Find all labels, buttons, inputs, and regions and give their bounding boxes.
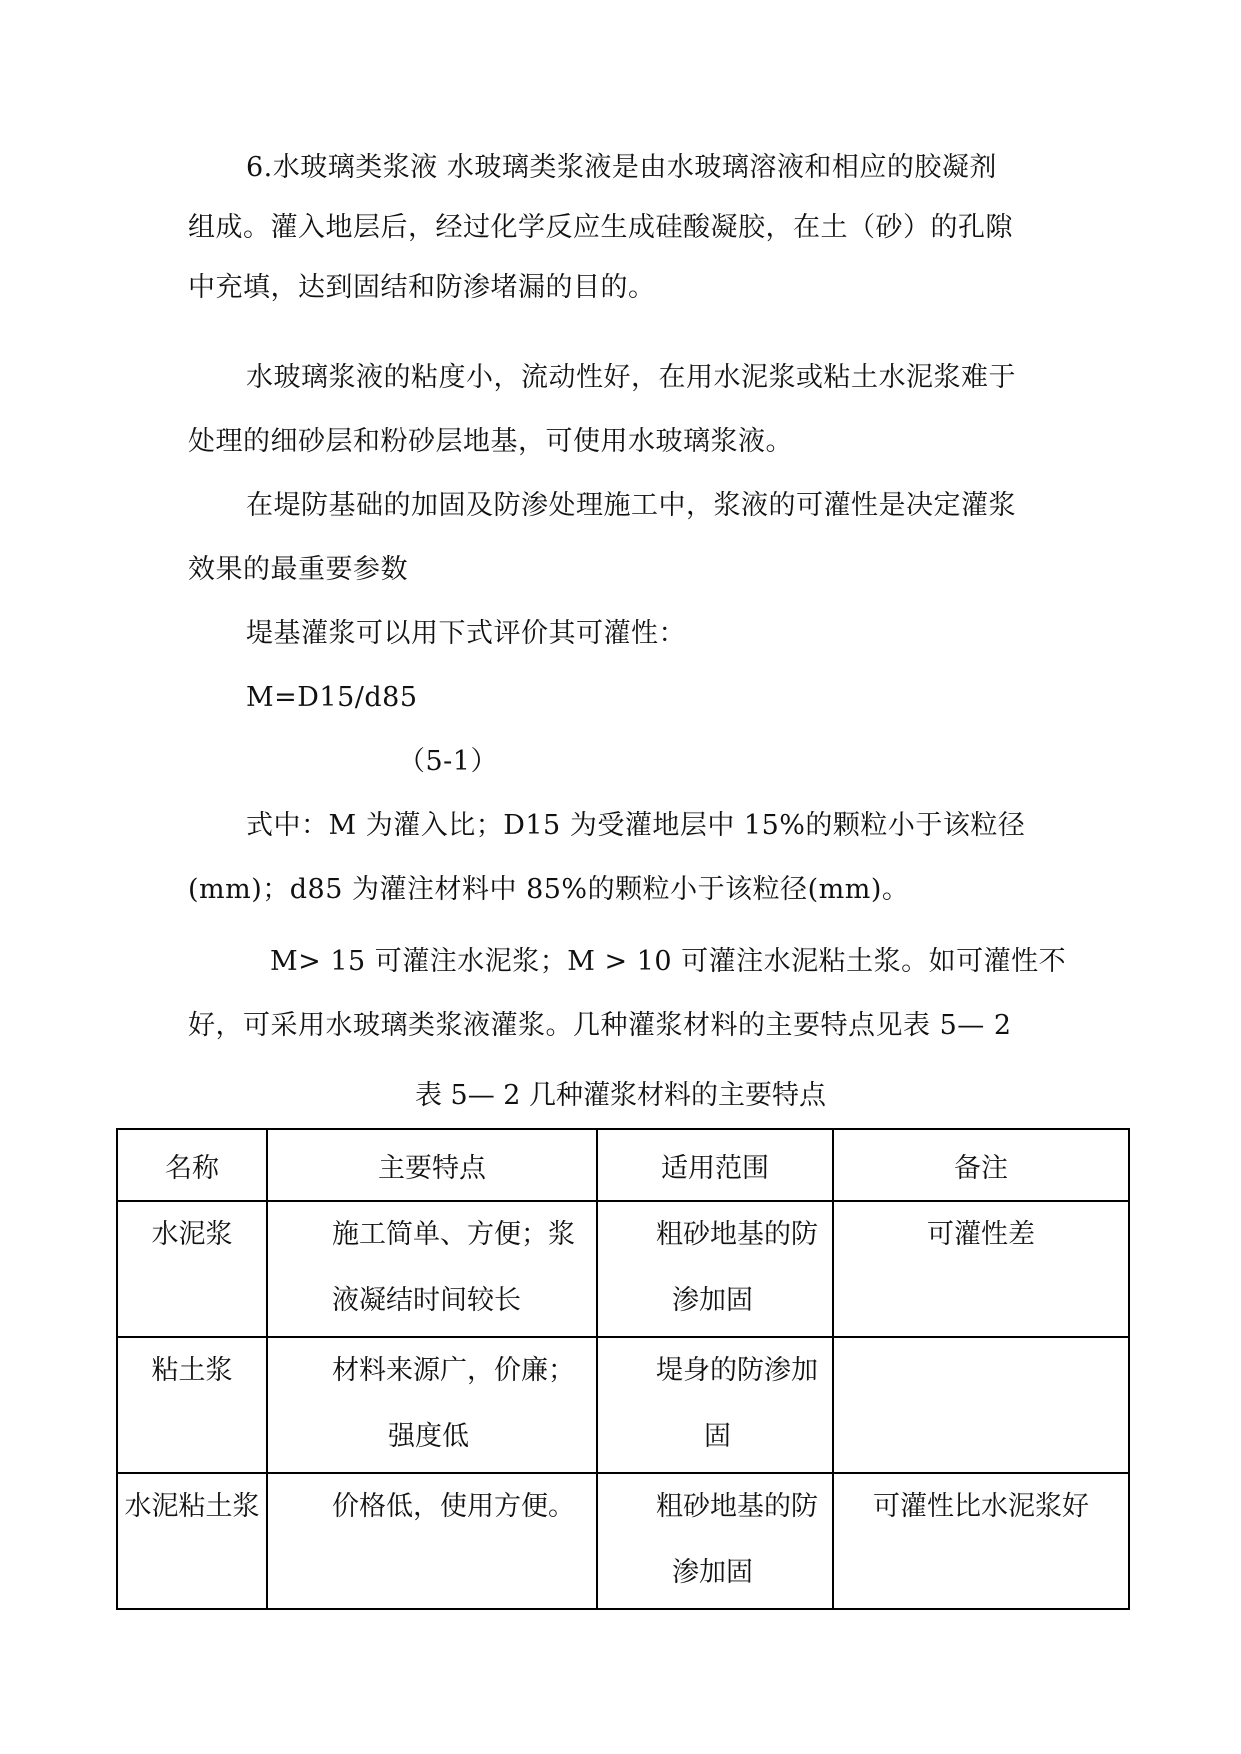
cell-text: 堤身的防渗加 bbox=[656, 1355, 818, 1386]
cell-name bbox=[117, 1473, 267, 1609]
paragraph-line: 好，可采用水玻璃类浆液灌浆。几种灌浆材料的主要特点见表 5— 2 bbox=[188, 1010, 1012, 1041]
cell-scope bbox=[597, 1473, 833, 1609]
cell-note bbox=[833, 1201, 1129, 1337]
cell-text: 粘土浆 bbox=[151, 1355, 233, 1386]
header-scope: 适用范围 bbox=[597, 1129, 833, 1201]
cell-text: 粗砂地基的防 bbox=[656, 1491, 818, 1522]
cell-text: 施工简单、方便；浆 bbox=[332, 1219, 575, 1250]
cell-name bbox=[117, 1201, 267, 1337]
cell-text: 粗砂地基的防 bbox=[656, 1219, 818, 1250]
cell-feature bbox=[267, 1337, 597, 1473]
cell-text: 渗加固 bbox=[672, 1557, 753, 1588]
cell-text: 渗加固 bbox=[672, 1285, 753, 1316]
cell-text: 水泥浆 bbox=[151, 1219, 233, 1250]
cell-scope bbox=[597, 1201, 833, 1337]
cell-text: 可灌性比水泥浆好 bbox=[873, 1491, 1089, 1522]
table-row bbox=[117, 1473, 1129, 1609]
paragraph-line: 堤基灌浆可以用下式评价其可灌性： bbox=[246, 618, 686, 649]
cell-text: 价格低，使用方便。 bbox=[332, 1491, 575, 1522]
paragraph-line: 6.水玻璃类浆液 水玻璃类浆液是由水玻璃溶液和相应的胶凝剂 bbox=[246, 152, 997, 183]
paragraph-line: 效果的最重要参数 bbox=[188, 554, 408, 585]
cell-note bbox=[833, 1473, 1129, 1609]
cell-scope bbox=[597, 1337, 833, 1473]
paragraph-line: 组成。灌入地层后，经过化学反应生成硅酸凝胶，在土（砂）的孔隙 bbox=[188, 212, 1013, 243]
cell-text: 可灌性差 bbox=[927, 1219, 1035, 1250]
table-header-row bbox=[117, 1129, 1129, 1201]
header-note: 备注 bbox=[833, 1129, 1129, 1201]
formula: M=D15/d85 bbox=[246, 682, 418, 713]
paragraph-line: 式中：M 为灌入比；D15 为受灌地层中 15%的颗粒小于该粒径 bbox=[246, 810, 1026, 841]
table-row bbox=[117, 1201, 1129, 1337]
cell-text bbox=[332, 1540, 596, 1606]
cell-feature bbox=[267, 1473, 597, 1609]
paragraph-line: 处理的细砂层和粉砂层地基，可使用水玻璃浆液。 bbox=[188, 426, 793, 457]
paragraph-line: M> 15 可灌注水泥浆；M > 10 可灌注水泥粘土浆。如可灌性不 bbox=[270, 946, 1067, 977]
table-caption: 表 5— 2 几种灌浆材料的主要特点 bbox=[414, 1080, 827, 1111]
formula-number: （5-1） bbox=[398, 746, 498, 777]
table-row bbox=[117, 1337, 1129, 1473]
cell-text: 固 bbox=[704, 1421, 731, 1452]
paragraph-line: (mm)；d85 为灌注材料中 85%的颗粒小于该粒径(mm)。 bbox=[188, 874, 910, 905]
materials-table bbox=[116, 1128, 1130, 1610]
cell-text: 液凝结时间较长 bbox=[332, 1285, 521, 1316]
paragraph-line: 水玻璃浆液的粘度小，流动性好，在用水泥浆或粘土水泥浆难于 bbox=[246, 362, 1016, 393]
cell-note bbox=[833, 1337, 1129, 1473]
cell-text: 材料来源广，价廉； bbox=[332, 1355, 575, 1386]
header-name: 名称 bbox=[117, 1129, 267, 1201]
paragraph-line: 中充填，达到固结和防渗堵漏的目的。 bbox=[188, 272, 656, 303]
paragraph-line: 在堤防基础的加固及防渗处理施工中，浆液的可灌性是决定灌浆 bbox=[246, 490, 1016, 521]
header-feature: 主要特点 bbox=[267, 1129, 597, 1201]
cell-feature bbox=[267, 1201, 597, 1337]
cell-text bbox=[834, 1338, 1128, 1404]
cell-text: 强度低 bbox=[388, 1421, 469, 1452]
cell-name bbox=[117, 1337, 267, 1473]
cell-text: 水泥粘土浆 bbox=[124, 1491, 260, 1522]
